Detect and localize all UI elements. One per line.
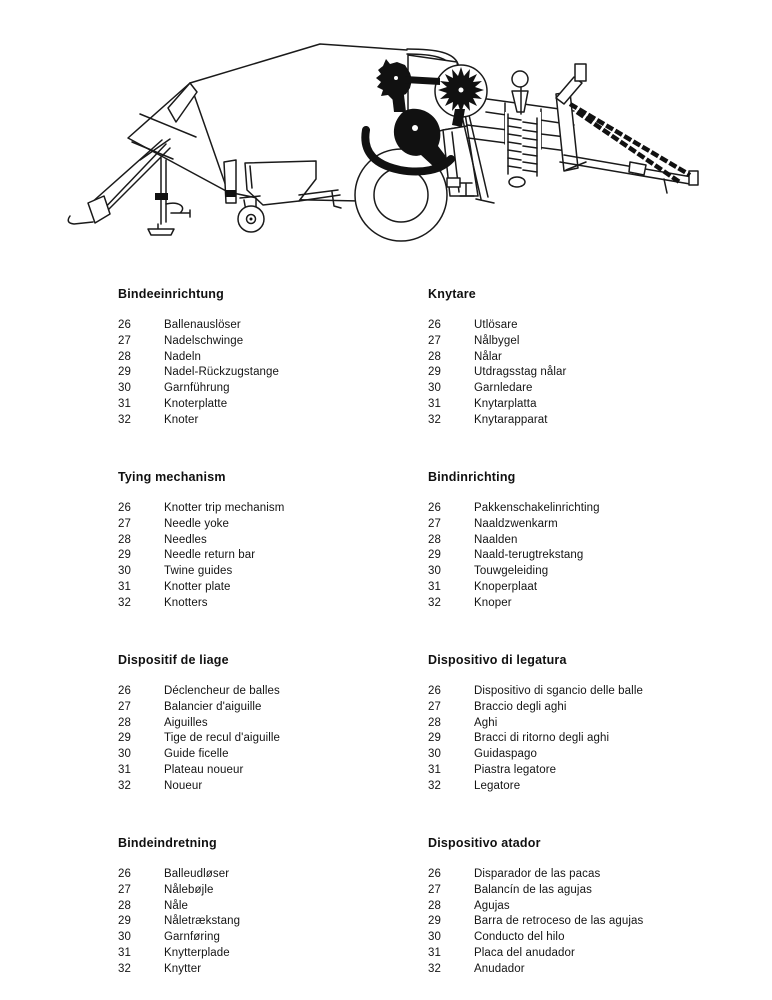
part-label: Knytarplatta bbox=[474, 397, 537, 410]
part-label: Knoper bbox=[474, 596, 512, 609]
part-number: 32 bbox=[118, 962, 131, 975]
part-label: Aghi bbox=[474, 716, 498, 729]
part-number: 27 bbox=[118, 334, 131, 347]
tension-spring bbox=[505, 71, 541, 187]
part-label: Placa del anudador bbox=[474, 946, 575, 959]
part-number: 26 bbox=[428, 319, 441, 331]
section-items bbox=[118, 501, 428, 612]
part-item bbox=[428, 946, 738, 962]
baler-illustration-svg bbox=[0, 0, 772, 272]
part-number: 26 bbox=[118, 868, 131, 880]
part-item bbox=[118, 779, 428, 795]
part-number: 32 bbox=[118, 779, 131, 792]
section-italian bbox=[428, 653, 738, 836]
section-spanish bbox=[428, 836, 738, 1000]
part-label: Balleudløser bbox=[164, 868, 230, 880]
part-number: 26 bbox=[428, 685, 441, 697]
part-label: Garnführung bbox=[164, 382, 230, 395]
part-item bbox=[428, 381, 738, 397]
part-number: 31 bbox=[118, 580, 131, 593]
part-label: Nålebøjle bbox=[164, 883, 214, 896]
part-number: 29 bbox=[118, 732, 131, 745]
part-label: Conducto del hilo bbox=[474, 931, 565, 944]
section-title: Bindeeinrichtung bbox=[118, 287, 224, 301]
part-item bbox=[118, 501, 428, 517]
part-item bbox=[118, 763, 428, 779]
section-dutch bbox=[428, 470, 738, 653]
part-label: Knotter trip mechanism bbox=[164, 502, 285, 514]
jack-stand bbox=[148, 158, 190, 235]
part-number: 28 bbox=[428, 716, 441, 729]
part-label: Needles bbox=[164, 533, 207, 546]
part-number: 28 bbox=[118, 350, 131, 363]
part-label: Nålar bbox=[474, 350, 502, 363]
part-number: 32 bbox=[428, 413, 441, 426]
part-label: Aiguilles bbox=[164, 716, 208, 729]
part-label: Needle return bar bbox=[164, 549, 256, 562]
part-label: Nåletrækstang bbox=[164, 915, 241, 928]
star-wheel-pivot-dot bbox=[459, 88, 464, 93]
part-label: Knotter plate bbox=[164, 580, 231, 593]
part-label: Legatore bbox=[474, 779, 521, 792]
part-label: Déclencheur de balles bbox=[164, 685, 280, 697]
part-label: Barra de retroceso de las agujas bbox=[474, 915, 644, 928]
part-label: Guidaspago bbox=[474, 748, 538, 761]
part-number: 30 bbox=[118, 931, 131, 944]
part-label: Nålbygel bbox=[474, 334, 520, 347]
part-number: 26 bbox=[118, 319, 131, 331]
part-item bbox=[118, 580, 428, 596]
part-number: 29 bbox=[428, 549, 441, 562]
part-number: 27 bbox=[428, 883, 441, 896]
part-item bbox=[118, 350, 428, 366]
part-item bbox=[428, 548, 738, 564]
part-number: 29 bbox=[428, 732, 441, 745]
part-item bbox=[118, 747, 428, 763]
part-label: Piastra legatore bbox=[474, 763, 557, 776]
part-item bbox=[118, 731, 428, 747]
part-label: Ballenauslöser bbox=[164, 319, 241, 331]
part-number: 28 bbox=[118, 533, 131, 546]
part-number: 30 bbox=[118, 382, 131, 395]
part-item bbox=[428, 700, 738, 716]
part-label: Pakkenschakelinrichting bbox=[474, 502, 600, 514]
section-items bbox=[428, 318, 738, 429]
part-number: 26 bbox=[118, 502, 131, 514]
part-number: 26 bbox=[118, 685, 131, 697]
part-number: 27 bbox=[118, 517, 131, 530]
part-item bbox=[118, 318, 428, 334]
part-label: Utlösare bbox=[474, 319, 518, 331]
part-item bbox=[428, 962, 738, 978]
part-item bbox=[118, 564, 428, 580]
part-label: Tige de recul d'aiguille bbox=[164, 732, 281, 745]
section-items bbox=[118, 318, 428, 429]
part-number: 27 bbox=[428, 334, 441, 347]
part-label: Knoperplaat bbox=[474, 580, 538, 593]
part-item bbox=[118, 914, 428, 930]
section-french bbox=[118, 653, 428, 836]
part-label: Twine guides bbox=[164, 565, 233, 578]
part-item bbox=[118, 867, 428, 883]
part-label: Knoter bbox=[164, 413, 199, 426]
part-number: 29 bbox=[428, 915, 441, 928]
section-items bbox=[118, 867, 428, 978]
part-number: 26 bbox=[428, 868, 441, 880]
part-label: Knoterplatte bbox=[164, 397, 228, 410]
part-item bbox=[428, 517, 738, 533]
part-item bbox=[118, 946, 428, 962]
part-item bbox=[118, 930, 428, 946]
part-label: Balancier d'aiguille bbox=[164, 700, 262, 713]
part-item bbox=[428, 318, 738, 334]
part-number: 29 bbox=[118, 915, 131, 928]
part-item bbox=[428, 914, 738, 930]
section-items bbox=[428, 501, 738, 612]
part-item bbox=[118, 381, 428, 397]
part-label: Dispositivo di sgancio delle balle bbox=[474, 685, 643, 697]
part-label: Naald-terugtrekstang bbox=[474, 549, 584, 562]
part-label: Touwgeleiding bbox=[474, 565, 549, 578]
part-label: Knytter bbox=[164, 962, 202, 975]
part-label: Disparador de las pacas bbox=[474, 868, 601, 880]
part-label: Nadelschwinge bbox=[164, 334, 244, 347]
part-number: 31 bbox=[428, 946, 441, 959]
part-number: 30 bbox=[428, 748, 441, 761]
part-item bbox=[118, 899, 428, 915]
part-label: Nadel-Rückzugstange bbox=[164, 366, 280, 379]
part-number: 30 bbox=[428, 382, 441, 395]
part-label: Anudador bbox=[474, 962, 525, 975]
section-title: Dispositivo atador bbox=[428, 836, 541, 850]
part-item bbox=[118, 334, 428, 350]
part-label: Agujas bbox=[474, 899, 510, 912]
section-danish bbox=[118, 836, 428, 1000]
hitch-drawbar bbox=[560, 155, 698, 193]
part-number: 28 bbox=[428, 899, 441, 912]
needle-pivot-dot bbox=[412, 125, 418, 131]
part-item bbox=[428, 564, 738, 580]
part-label: Garnledare bbox=[474, 382, 533, 395]
part-number: 30 bbox=[428, 565, 441, 578]
part-label: Knytarapparat bbox=[474, 413, 548, 426]
part-number: 31 bbox=[118, 763, 131, 776]
part-label: Needle yoke bbox=[164, 517, 230, 530]
part-label: Naalden bbox=[474, 533, 518, 546]
part-label: Noueur bbox=[164, 779, 203, 792]
part-number: 28 bbox=[118, 716, 131, 729]
part-item bbox=[428, 350, 738, 366]
part-item bbox=[428, 596, 738, 612]
part-item bbox=[118, 684, 428, 700]
part-item bbox=[118, 962, 428, 978]
part-label: Plateau noueur bbox=[164, 763, 244, 776]
part-number: 31 bbox=[428, 580, 441, 593]
part-item bbox=[118, 716, 428, 732]
section-items bbox=[118, 684, 428, 795]
section-title: Dispositivo di legatura bbox=[428, 653, 567, 667]
part-number: 28 bbox=[118, 899, 131, 912]
part-item bbox=[428, 763, 738, 779]
section-items bbox=[428, 867, 738, 978]
section-title: Bindinrichting bbox=[428, 470, 516, 484]
part-number: 32 bbox=[428, 962, 441, 975]
part-item bbox=[118, 413, 428, 429]
caster-assembly bbox=[238, 161, 341, 232]
part-number: 27 bbox=[428, 700, 441, 713]
part-number: 29 bbox=[118, 366, 131, 379]
part-item bbox=[428, 899, 738, 915]
part-item bbox=[428, 716, 738, 732]
part-item bbox=[428, 365, 738, 381]
part-number: 28 bbox=[428, 350, 441, 363]
part-number: 31 bbox=[428, 763, 441, 776]
part-item bbox=[428, 867, 738, 883]
parts-sections bbox=[118, 287, 758, 1000]
part-number: 27 bbox=[118, 700, 131, 713]
part-item bbox=[118, 883, 428, 899]
part-number: 31 bbox=[428, 397, 441, 410]
part-number: 26 bbox=[428, 502, 441, 514]
part-item bbox=[118, 700, 428, 716]
part-number: 32 bbox=[428, 596, 441, 609]
part-item bbox=[428, 684, 738, 700]
part-label: Bracci di ritorno degli aghi bbox=[474, 732, 610, 745]
part-item bbox=[428, 747, 738, 763]
part-item bbox=[428, 930, 738, 946]
part-number: 31 bbox=[118, 397, 131, 410]
part-item bbox=[118, 517, 428, 533]
part-label: Knotters bbox=[164, 596, 208, 609]
part-item bbox=[118, 365, 428, 381]
part-item bbox=[428, 779, 738, 795]
section-german bbox=[118, 287, 428, 470]
part-number: 27 bbox=[428, 517, 441, 530]
part-item bbox=[428, 334, 738, 350]
cam-pivot-dot bbox=[394, 76, 398, 80]
part-item bbox=[118, 548, 428, 564]
bale-chute bbox=[68, 139, 173, 224]
part-item bbox=[428, 580, 738, 596]
part-number: 32 bbox=[428, 779, 441, 792]
part-item bbox=[428, 731, 738, 747]
part-number: 30 bbox=[428, 931, 441, 944]
part-number: 29 bbox=[428, 366, 441, 379]
part-label: Knytterplade bbox=[164, 946, 230, 959]
part-number: 32 bbox=[118, 413, 131, 426]
part-label: Utdragsstag nålar bbox=[474, 366, 567, 379]
part-label: Nåle bbox=[164, 899, 189, 912]
section-title: Knytare bbox=[428, 287, 476, 301]
section-title: Bindeindretning bbox=[118, 836, 217, 850]
part-item bbox=[118, 397, 428, 413]
part-label: Braccio degli aghi bbox=[474, 700, 567, 713]
part-item bbox=[428, 397, 738, 413]
part-number: 29 bbox=[118, 549, 131, 562]
part-number: 30 bbox=[118, 565, 131, 578]
section-title: Tying mechanism bbox=[118, 470, 226, 484]
cam-stem bbox=[392, 95, 406, 112]
part-item bbox=[118, 596, 428, 612]
part-number: 32 bbox=[118, 596, 131, 609]
part-label: Guide ficelle bbox=[164, 748, 229, 761]
section-swedish bbox=[428, 287, 738, 470]
section-english bbox=[118, 470, 428, 653]
part-number: 31 bbox=[118, 946, 131, 959]
part-item bbox=[428, 883, 738, 899]
part-item bbox=[428, 413, 738, 429]
part-number: 28 bbox=[428, 533, 441, 546]
part-label: Garnføring bbox=[164, 931, 220, 944]
part-item bbox=[428, 533, 738, 549]
section-items bbox=[428, 684, 738, 795]
part-number: 27 bbox=[118, 883, 131, 896]
baler-illustration bbox=[0, 0, 772, 272]
part-label: Naaldzwenkarm bbox=[474, 517, 558, 530]
part-label: Nadeln bbox=[164, 350, 202, 363]
part-item bbox=[118, 533, 428, 549]
part-item bbox=[428, 501, 738, 517]
part-number: 30 bbox=[118, 748, 131, 761]
part-label: Balancín de las agujas bbox=[474, 883, 592, 896]
section-title: Dispositif de liage bbox=[118, 653, 229, 667]
